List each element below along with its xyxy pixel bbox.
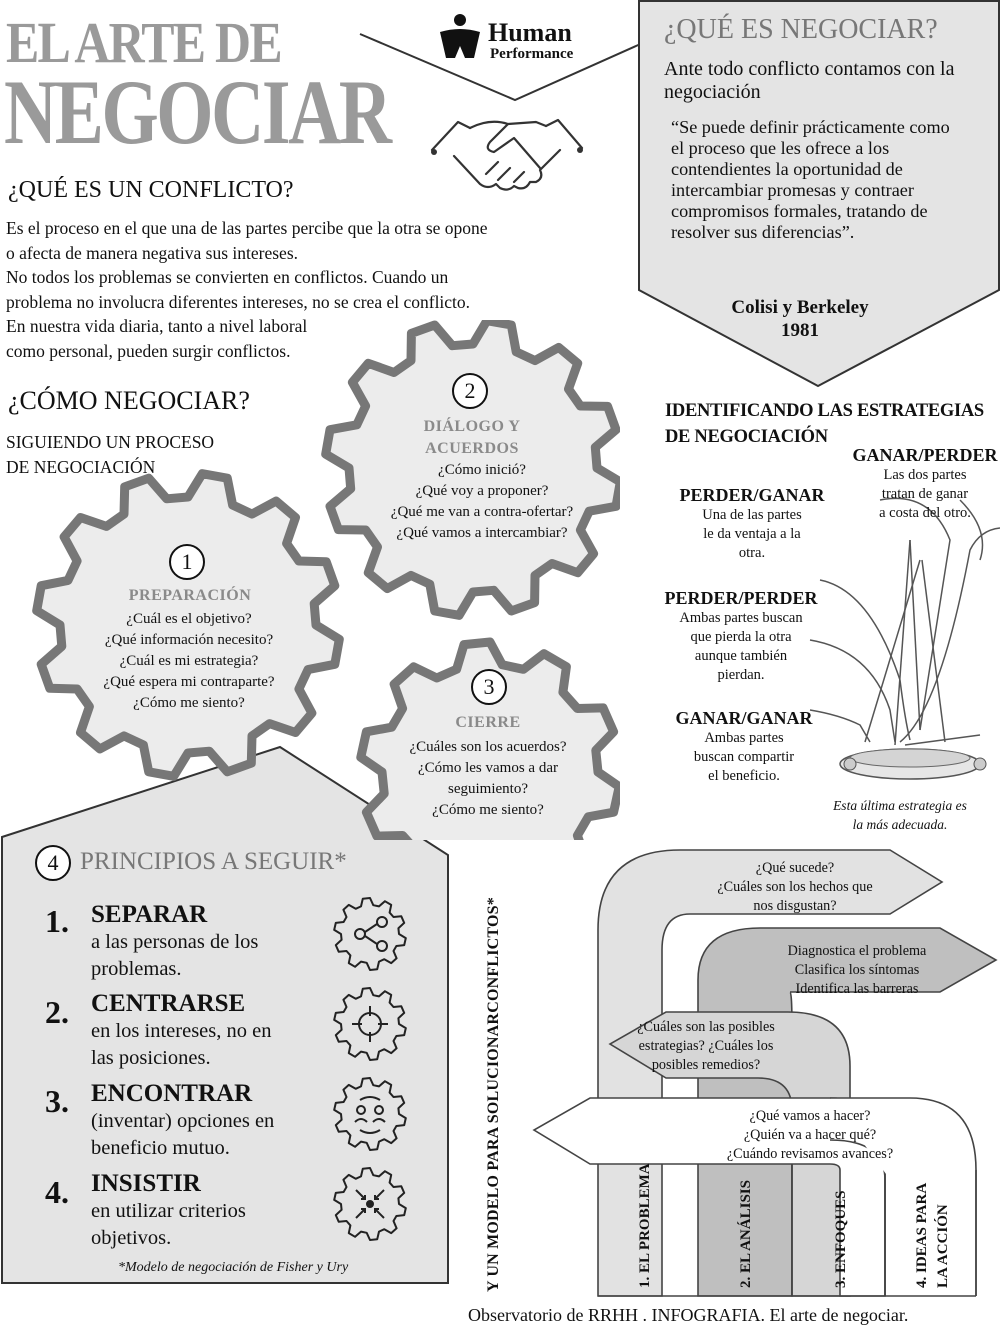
conflict-line: problema no involucra diferentes intereses, no se crea el conflicto. (6, 291, 471, 312)
gear-question: ¿Cómo les vamos a dar (418, 760, 558, 776)
flow-step-2 (742, 942, 972, 999)
conflict-line: No todos los problemas se convierten en conflictos. Cuando un (6, 267, 449, 287)
principle-text: beneficio mutuo. (91, 1137, 230, 1159)
flow-line: Identifica las barreras (795, 981, 919, 997)
strategy-ganar-ganar (664, 707, 824, 786)
principle-text: objetivos. (91, 1227, 172, 1249)
strategy-line: buscan compartir (693, 749, 795, 765)
network-gear-icon (330, 894, 410, 974)
flow-line: posibles remedios? (651, 1057, 761, 1073)
strategy-title: PERDER/GANAR (679, 485, 825, 505)
how-heading: ¿CÓMO NEGOCIAR? (8, 386, 250, 415)
title-line-2: NEGOCIAR (4, 61, 390, 163)
quote-author-name: Colisi y Berkeley (731, 297, 869, 318)
strategies-note-line: la más adecuada. (852, 817, 948, 832)
principle-1 (91, 901, 258, 983)
strategy-title: PERDER/PERDER (664, 588, 818, 608)
strategy-line: tratan de ganar (881, 486, 969, 502)
strategy-line: el beneficio. (708, 768, 780, 784)
gear-question: ¿Cuál es el objetivo? (126, 611, 252, 627)
principle-4-number: 4. (45, 1174, 69, 1210)
arrows-gear-icon (330, 1164, 410, 1244)
negotiate-heading: ¿QUÉ ES NEGOCIAR? (664, 14, 938, 45)
flow-line: estrategias? ¿Cuáles los (638, 1038, 774, 1054)
gear-2-number: 2 (452, 373, 488, 409)
conflict-line: En nuestra vida diaria, tanto a nivel laboral (6, 316, 308, 336)
principles-number: 4 (35, 845, 71, 881)
how-sub-line: DE NEGOCIACIÓN (6, 457, 156, 477)
principle-2 (91, 990, 271, 1072)
logo-icon (436, 12, 486, 62)
strategies-heading (665, 398, 984, 450)
gear-question: ¿Cuáles son los acuerdos? (409, 739, 567, 755)
column-label-ideas: 4. IDEAS PARA (914, 1182, 930, 1288)
column-label-enfoques: 3. ENFOQUES (833, 1190, 849, 1288)
strategy-title: GANAR/GANAR (675, 708, 813, 728)
gear-question: seguimiento? (448, 781, 528, 797)
gear-question: ¿Cómo inició? (438, 462, 526, 478)
flow-line: ¿Quién va a hacer qué? (743, 1127, 877, 1143)
principle-text: las posiciones. (91, 1047, 211, 1069)
strategies-note (820, 796, 980, 834)
principle-4 (91, 1170, 246, 1252)
strategy-line: a costa del otro. (879, 505, 971, 521)
logo-text-human: Human (488, 18, 572, 47)
strategies-heading-line: IDENTIFICANDO LAS ESTRATEGIAS (665, 401, 984, 421)
strategies-note-line: Esta última estrategia es (833, 798, 967, 813)
strategies-heading-line: DE NEGOCIACIÓN (665, 427, 828, 447)
people-gear-icon (330, 1074, 410, 1154)
strategy-line: otra. (738, 545, 766, 561)
principle-text: a las personas de los (91, 931, 259, 953)
gear-question: ¿Cómo me siento? (432, 802, 544, 818)
footer-text: Observatorio de RRHH . INFOGRAFIA. El arte de negociar. (468, 1305, 909, 1325)
flow-line: ¿Cuándo revisamos avances? (726, 1146, 894, 1162)
gear-3-number: 3 (471, 669, 507, 705)
flow-line: ¿Cuáles son las posibles (637, 1019, 775, 1035)
gear-question: ¿Qué me van a contra-ofertar? (390, 504, 574, 520)
column-label-accion: LA ACCIÓN (935, 1204, 951, 1288)
principle-head: INSISTIR (91, 1170, 201, 1197)
conflict-line: Es el proceso en el que una de las partes percibe que la otra se opone (6, 218, 488, 238)
flow-step-3 (596, 1018, 816, 1075)
principle-head: CENTRARSE (91, 990, 246, 1017)
gear-question: ¿Qué vamos a intercambiar? (396, 525, 568, 541)
gear-3-title: CIERRE (455, 714, 521, 731)
principle-text: (inventar) opciones en (91, 1110, 275, 1132)
how-sub-line: SIGUIENDO UN PROCESO (6, 432, 215, 452)
gear-question: ¿Cuál es mi estrategia? (119, 653, 259, 669)
principle-3-number: 3. (45, 1083, 69, 1119)
principle-1-number: 1. (45, 903, 69, 939)
principle-2-number: 2. (45, 994, 69, 1030)
column-label-analisis: 2. EL ANÁLISIS (738, 1180, 754, 1288)
gear-1-title: PREPARACIÓN (128, 587, 252, 604)
conflict-heading: ¿QUÉ ES UN CONFLICTO? (8, 177, 294, 203)
flow-line: ¿Qué vamos a hacer? (749, 1108, 871, 1124)
gear-1-number: 1 (169, 544, 205, 580)
quote-author-year: 1981 (781, 320, 819, 341)
flow-line: nos disgustan? (753, 898, 837, 914)
conflict-line: como personal, pueden surgir conflictos. (6, 340, 291, 361)
quote-author (700, 296, 900, 342)
model-side-label: Y UN MODELO PARA SOLUCIONARCONFLICTOS* (485, 897, 502, 1292)
strategy-title: GANAR/PERDER (852, 445, 998, 465)
principle-text: en utilizar criterios (91, 1200, 246, 1222)
gear-2-title-line: DIÁLOGO Y (423, 418, 521, 435)
flow-line: Clasifica los síntomas (794, 962, 920, 978)
strategy-line: Ambas partes (704, 730, 784, 746)
gear-2-title (372, 416, 572, 460)
target-gear-icon (330, 984, 410, 1064)
strategy-perder-ganar (672, 484, 832, 563)
gear-question: ¿Qué información necesito? (104, 632, 274, 648)
gear-question: ¿Qué espera mi contraparte? (103, 674, 275, 690)
principles-footnote: *Modelo de negociación de Fisher y Ury (118, 1260, 349, 1275)
principle-head: ENCONTRAR (91, 1080, 253, 1107)
gear-1-questions (80, 609, 298, 714)
principle-text: en los intereses, no en (91, 1020, 272, 1042)
principles-heading: PRINCIPIOS A SEGUIR* (80, 848, 347, 875)
gear-2-title-line: ACUERDOS (425, 440, 519, 457)
gear-question: ¿Qué voy a proponer? (415, 483, 549, 499)
strategy-line: Ambas partes buscan (679, 610, 803, 626)
strategy-line: Una de las partes (702, 507, 802, 523)
strategy-line: aunque también (694, 648, 788, 664)
column-label-problema: 1. EL PROBLEMA (637, 1163, 653, 1288)
conflict-line: o afecta de manera negativa sus intereses. (6, 242, 299, 263)
strategy-line: que pierda la otra (690, 629, 792, 645)
strategy-line: Las dos partes (883, 467, 967, 483)
logo-text-performance: Performance (490, 46, 574, 62)
negotiate-quote: “Se puede definir prácticamente como el proceso que les ofrece a los contendientes la oportunidad de intercambiar promesas y contraer compromisos formales, tratando de resolver sus diferencias”. (671, 117, 950, 242)
gear-question: ¿Cómo me siento? (133, 695, 245, 711)
strategy-line: le da ventaja a la (703, 526, 801, 542)
negotiate-lead: Ante todo conflicto contamos con la negociación (664, 58, 955, 103)
principle-text: problemas. (91, 958, 182, 980)
strategy-line: pierdan. (717, 667, 765, 683)
flow-step-1 (680, 859, 910, 916)
gear-3-questions (383, 737, 593, 821)
principle-head: SEPARAR (91, 901, 208, 928)
flow-line: ¿Qué sucede? (755, 860, 835, 876)
flow-step-4 (700, 1107, 920, 1164)
flow-line: Diagnostica el problema (787, 943, 927, 959)
strategy-ganar-perder (850, 444, 1000, 523)
title-line-1: EL ARTE DE (6, 10, 281, 75)
principle-3 (91, 1080, 274, 1162)
strategy-perder-perder (656, 587, 826, 685)
gear-2-questions (362, 460, 602, 544)
handshake-icon (424, 112, 590, 198)
flow-line: ¿Cuáles son los hechos que (717, 879, 873, 895)
